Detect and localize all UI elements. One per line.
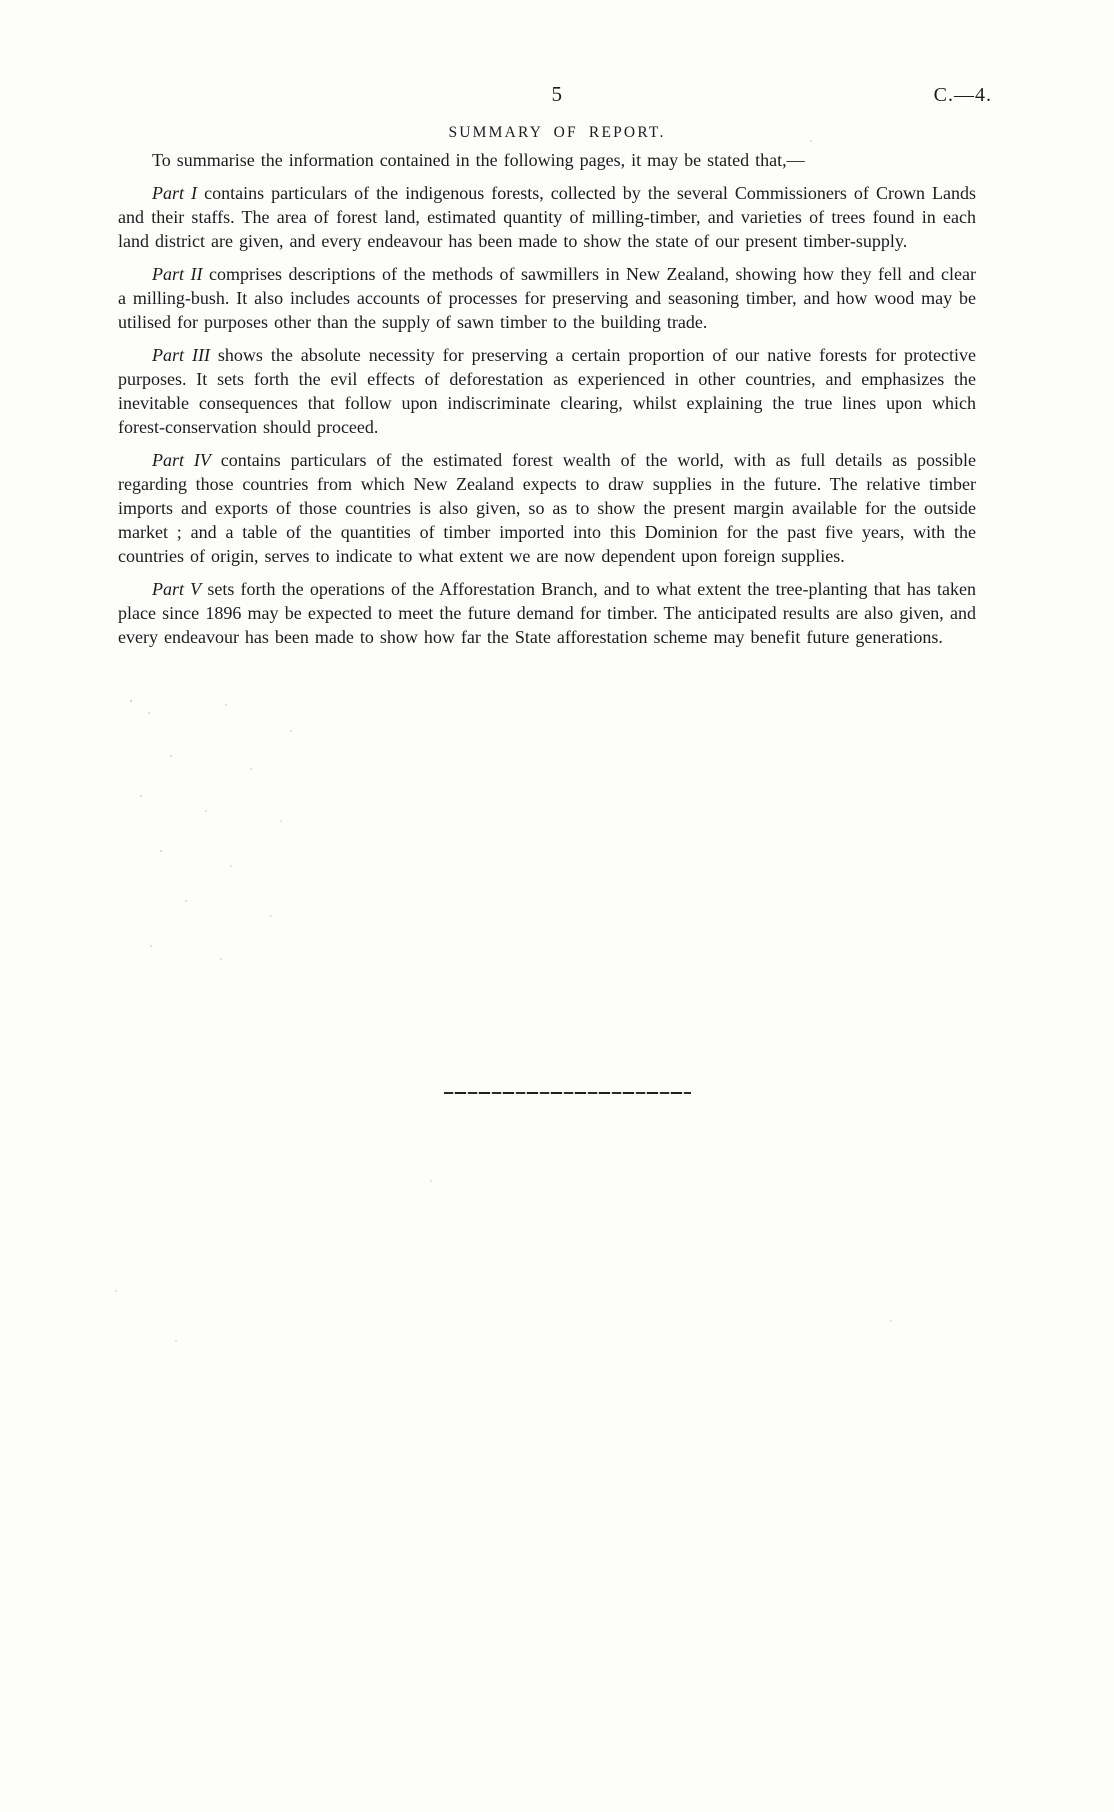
intro-paragraph (118, 148, 976, 172)
paragraph-part-iv-label: Part IV (152, 450, 211, 470)
paragraph-part-v-text: sets forth the operations of the Afforestation Branch, and to what extent the tree-planting that has taken place since 1896 may be expected to meet the future demand for timber. The anticipated results are also given, and every endeavour has been made to show how far the State afforestation scheme may benefit future generations. (118, 579, 976, 647)
paragraph-part-iv-text: contains particulars of the estimated forest wealth of the world, with as full details as possible regarding those countries from which New Zealand expects to draw supplies in the future. The relative timber imports and exports of those countries is also given, so as to show the present margin available for the outside market ; and a table of the quantities of timber imported into this Dominion for the past five years, with the countries of origin, serves to indicate to what extent we are now dependent upon foreign supplies. (118, 450, 976, 566)
paragraph-part-ii-label: Part II (152, 264, 203, 284)
paragraph-part-iii-label: Part III (152, 345, 210, 365)
paragraph-part-iv (118, 448, 976, 568)
scan-noise-speckles (130, 700, 132, 702)
paragraph-part-ii-text: comprises descriptions of the methods of sawmillers in New Zealand, showing how they fell and clear a milling-bush. It also includes accounts of processes for preserving and seasoning timber, and how wood may be utilised for purposes other than the supply of sawn timber to the building trade. (118, 264, 976, 332)
intro-paragraph-text: To summarise the information contained in the following pages, it may be stated that,— (152, 150, 805, 170)
section-title: SUMMARY OF REPORT. (448, 124, 666, 141)
paragraph-part-iii (118, 343, 976, 439)
document-reference: C.—4. (933, 84, 992, 106)
section-separator-rule (444, 1092, 691, 1094)
paragraph-part-ii (118, 262, 976, 334)
paragraph-part-v-label: Part V (152, 579, 202, 599)
report-summary-body (118, 148, 976, 649)
paragraph-part-v (118, 577, 976, 649)
paragraph-part-i-text: contains particulars of the indigenous forests, collected by the several Commissioners of Crown Lands and their staffs. The area of forest land, estimated quantity of milling-timber, and varieties of trees found in each land district are given, and every endeavour has been made to show the state of our present timber-supply. (118, 183, 977, 251)
paragraph-part-i (118, 181, 976, 253)
paragraph-part-iii-text: shows the absolute necessity for preserving a certain proportion of our native forests for protective purposes. It sets forth the evil effects of deforestation as experienced in other countries, and emphasizes the inevitable consequences that follow upon indiscriminate clearing, whilst explaining the true lines upon which forest-conservation should proceed. (118, 345, 976, 437)
page-number: 5 (551, 82, 563, 106)
paragraph-part-i-label: Part I (152, 183, 198, 203)
